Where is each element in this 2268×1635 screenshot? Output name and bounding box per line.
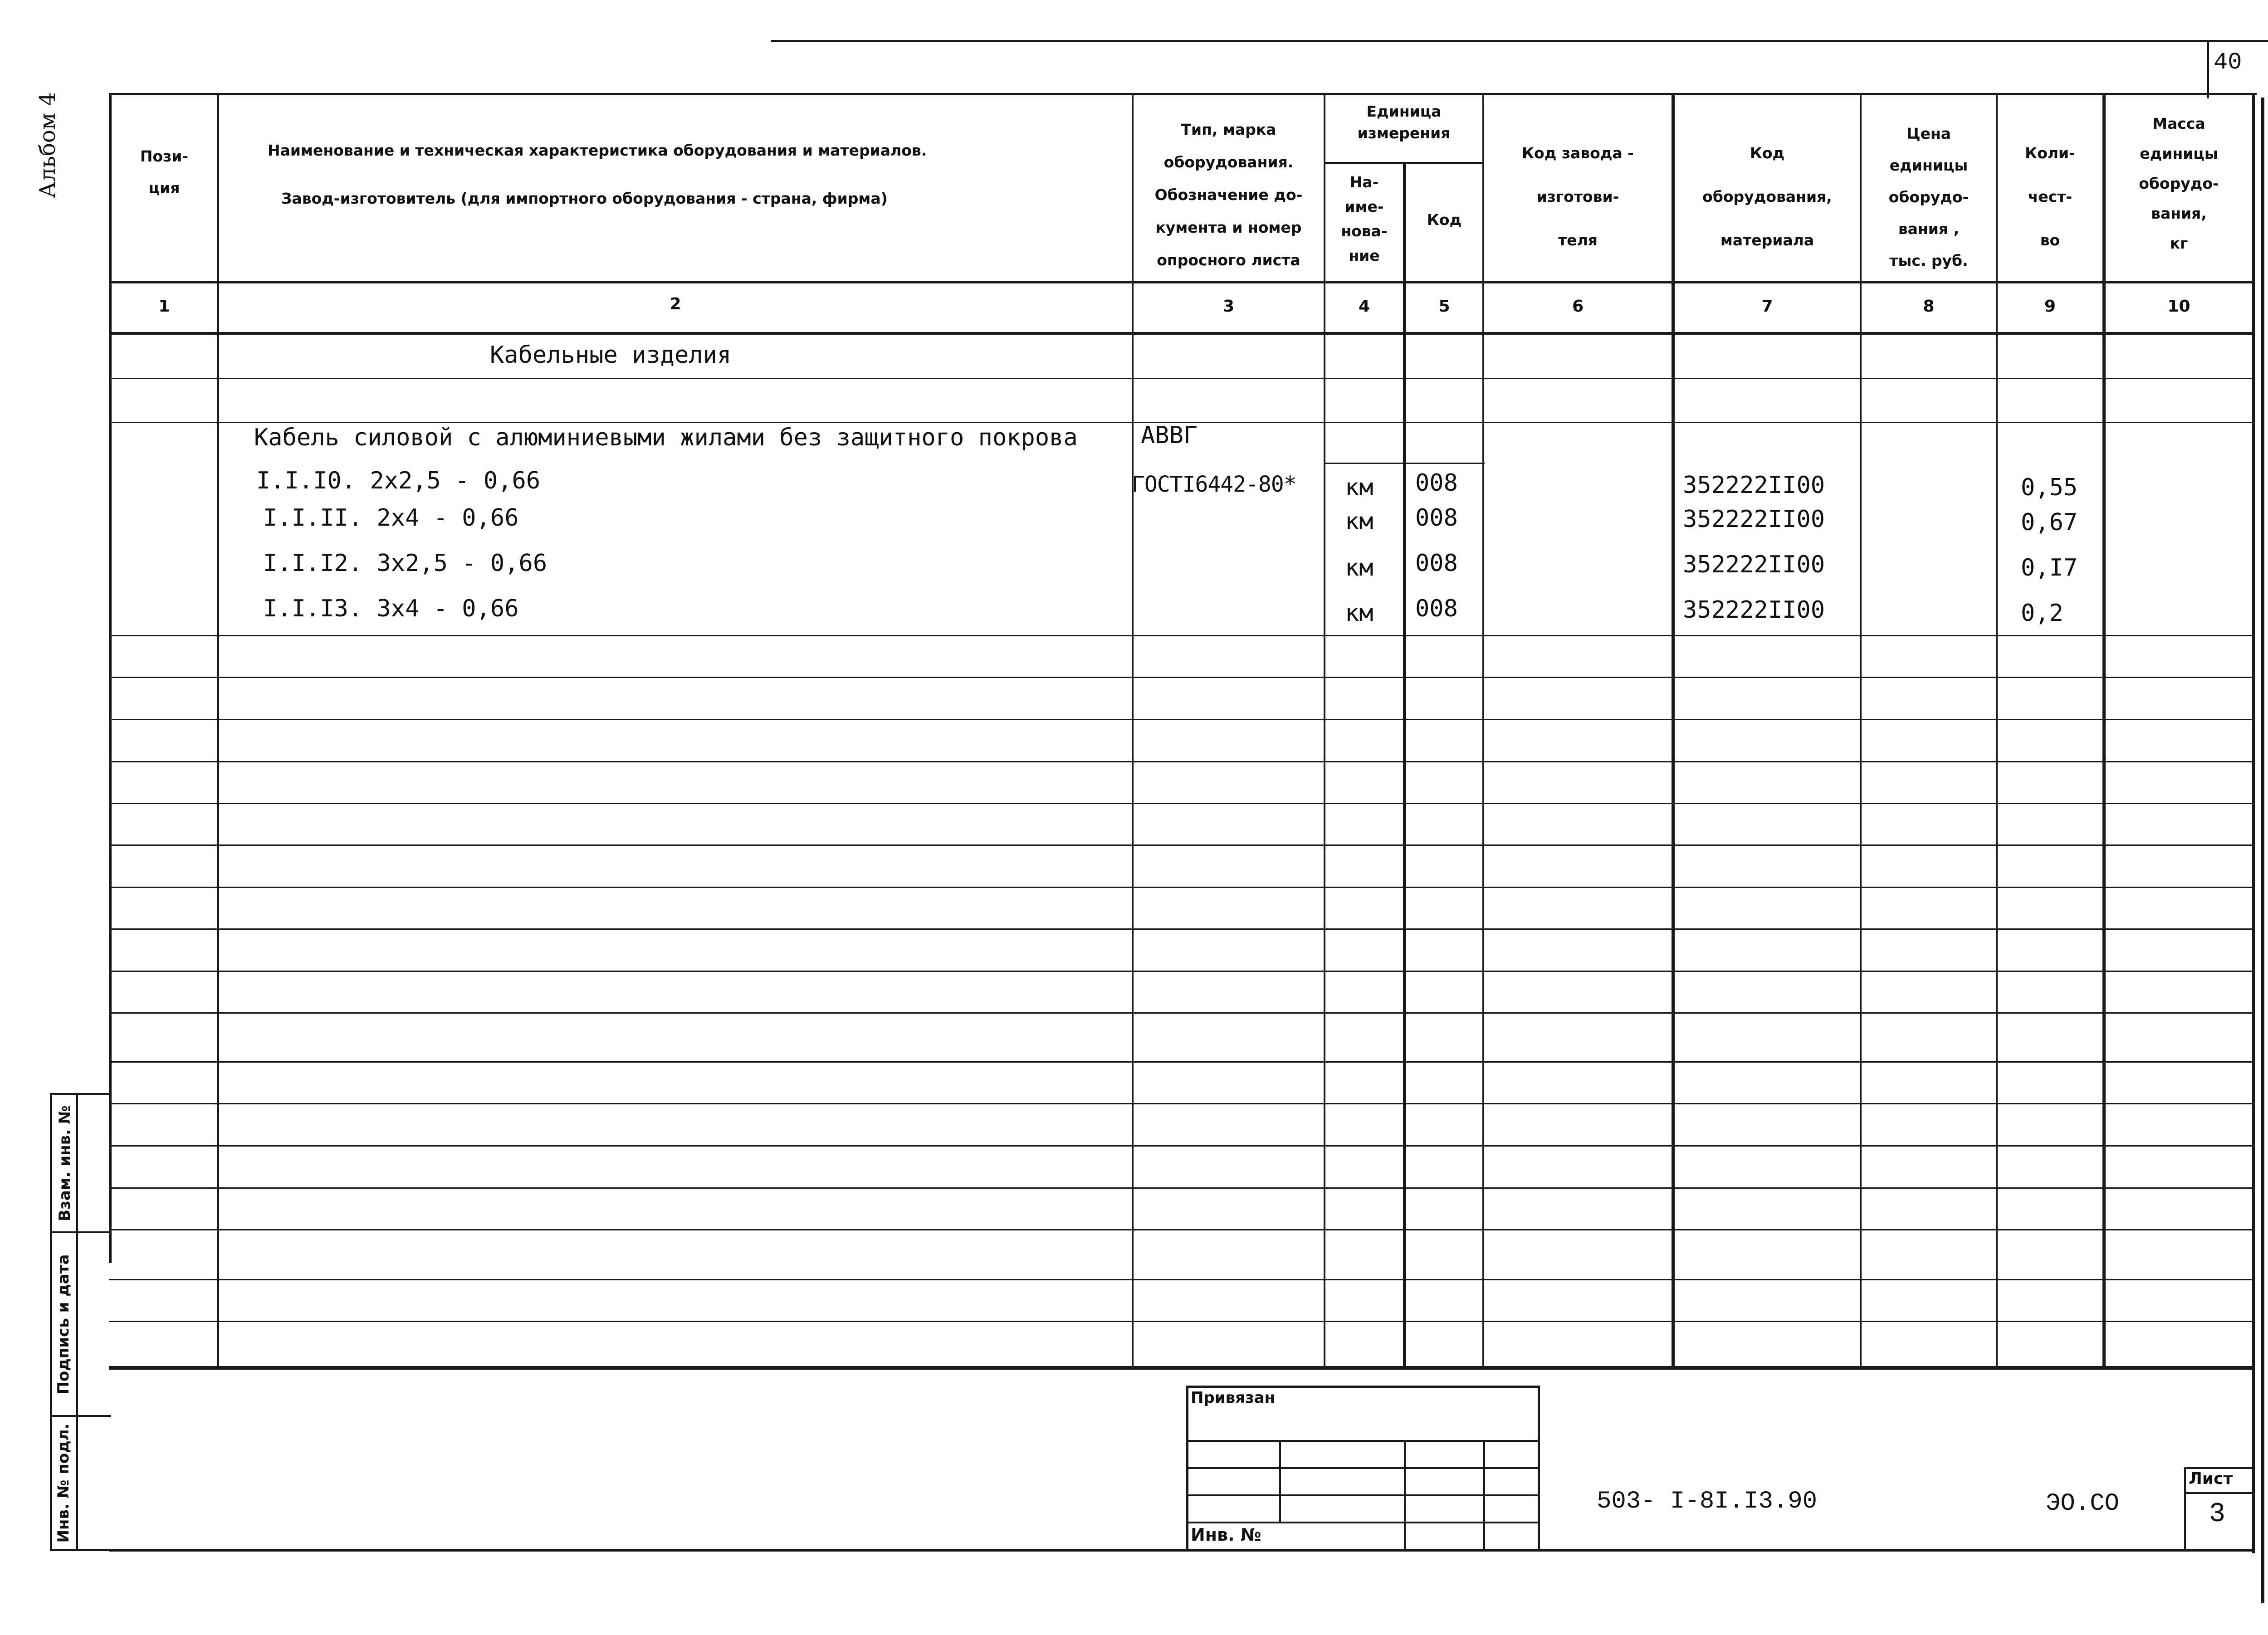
sheet-box-top <box>2184 1467 2254 1469</box>
row-4-unit: км <box>1345 600 1374 627</box>
header-unit-code: Код <box>1427 211 1462 229</box>
stamp-col-2 <box>1404 1440 1406 1551</box>
colnum-bottom-rule <box>109 332 2254 335</box>
row-line <box>109 1012 2254 1014</box>
row-1-material-code: 352222II00 <box>1683 472 1825 499</box>
right-edge-rule <box>2261 98 2264 1603</box>
col-line-7 <box>1860 93 1862 1370</box>
stamp-row-4 <box>1186 1522 1540 1523</box>
row-1-unit-code: 008 <box>1415 469 1458 497</box>
replace-inv-label: Взам. инв. № <box>56 1105 74 1221</box>
header-bottom-rule <box>109 281 2254 283</box>
row-1-qty: 0,55 <box>2021 474 2078 501</box>
row-1-unit: км <box>1345 474 1374 501</box>
row-line <box>109 1321 2254 1322</box>
body-bottom-rule <box>109 1366 2254 1370</box>
row-1-doc: ГОСТI6442-80* <box>1132 472 1296 497</box>
sheet-number: 3 <box>2209 1499 2226 1530</box>
table-border-left <box>109 93 112 1263</box>
header-unit-name: На- име- нова- ние <box>1341 173 1388 264</box>
col-line-5 <box>1482 93 1484 1370</box>
colnum-9: 9 <box>2044 297 2056 316</box>
col-line-3 <box>1324 93 1325 1370</box>
stamp-col-3 <box>1483 1440 1485 1551</box>
table-border-right <box>2252 93 2255 1553</box>
row-line <box>109 1279 2254 1280</box>
sign-date-label: Подпись и дата <box>54 1254 73 1395</box>
row-3-qty: 0,I7 <box>2021 554 2078 581</box>
group-title: Кабель силовой с алюминиевыми жилами без защитного покрова <box>254 424 1078 451</box>
row-line <box>109 635 2254 636</box>
sheet-box-left <box>2184 1467 2186 1551</box>
side-stamp-top <box>50 1093 111 1095</box>
group-type: АВВГ <box>1141 422 1198 449</box>
row-1-name: I.I.I0. 2х2,5 - 0,66 <box>256 467 541 494</box>
header-name-line2: Завод-изготовитель (для импортного оборудования - страна, фирма) <box>281 190 888 207</box>
row-line <box>109 719 2254 720</box>
colnum-8: 8 <box>1923 297 1935 316</box>
colnum-6: 6 <box>1572 297 1584 316</box>
col-line-2 <box>1132 93 1134 1370</box>
row-line <box>109 928 2254 930</box>
colnum-1: 1 <box>158 297 170 316</box>
header-quantity: Коли- чест- во <box>2025 144 2075 249</box>
row-4-material-code: 352222II00 <box>1683 596 1825 624</box>
header-position: Пози- ция <box>140 147 189 197</box>
row-line <box>109 378 2254 379</box>
document-code: 503- I-8I.I3.90 <box>1597 1488 1818 1515</box>
row-line <box>109 1061 2254 1063</box>
sheet-box-divider <box>2184 1492 2254 1494</box>
top-rule <box>771 40 2268 42</box>
page-number: 40 <box>2214 49 2242 76</box>
stamp-col-1 <box>1279 1440 1281 1522</box>
stamp-row-1 <box>1186 1440 1540 1442</box>
row-3-name: I.I.I2. 3х2,5 - 0,66 <box>263 550 547 577</box>
row-line <box>109 1187 2254 1189</box>
row-4-qty: 0,2 <box>2021 600 2063 627</box>
row-3-unit-code: 008 <box>1415 550 1458 577</box>
row-3-unit: км <box>1345 554 1374 581</box>
row-line <box>109 803 2254 804</box>
album-label: Альбом 4 <box>35 92 60 198</box>
colnum-5: 5 <box>1438 297 1450 316</box>
table-border-top <box>109 93 2257 95</box>
page-number-box-left <box>2207 42 2209 98</box>
sheet-code: ЭО.СО <box>2046 1490 2120 1518</box>
row-2-material-code: 352222II00 <box>1683 506 1825 533</box>
row-3-material-code: 352222II00 <box>1683 551 1825 578</box>
colnum-4: 4 <box>1358 297 1370 316</box>
colnum-3: 3 <box>1222 297 1235 316</box>
stamp-row-3 <box>1186 1494 1540 1496</box>
colnum-2: 2 <box>670 295 681 313</box>
row-line <box>1324 463 1485 464</box>
col-line-8 <box>1996 93 1998 1370</box>
col-line-9 <box>2102 93 2106 1370</box>
header-mass: Масса единицы оборудо- вания, кг <box>2139 115 2219 252</box>
side-stamp-sep-1 <box>50 1231 111 1233</box>
row-line <box>109 887 2254 888</box>
row-line <box>109 1103 2254 1104</box>
stamp-inv-label: Инв. № <box>1191 1525 1261 1545</box>
col-line-1 <box>217 93 219 1370</box>
header-material-code: Код оборудования, материала <box>1702 144 1832 249</box>
row-line <box>109 844 2254 846</box>
row-2-unit-code: 008 <box>1415 504 1458 532</box>
stamp-bound-label: Привязан <box>1191 1389 1276 1407</box>
header-type-mark: Тип, марка оборудования. Обозначение до- кумента и номер опросного листа <box>1154 121 1303 269</box>
row-line <box>109 761 2254 762</box>
orig-inv-label: Инв. № подл. <box>54 1423 73 1543</box>
row-4-name: I.I.I3. 3х4 - 0,66 <box>263 595 519 622</box>
row-line <box>109 1229 2254 1230</box>
colnum-10: 10 <box>2167 297 2190 316</box>
row-2-name: I.I.II. 2х4 - 0,66 <box>263 504 519 532</box>
row-2-unit: км <box>1345 508 1374 535</box>
row-2-qty: 0,67 <box>2021 509 2078 536</box>
colnum-7: 7 <box>1761 297 1773 316</box>
stamp-top <box>1186 1386 1540 1388</box>
row-line <box>109 971 2254 972</box>
sheet-label: Лист <box>2189 1469 2233 1488</box>
row-4-unit-code: 008 <box>1415 595 1458 622</box>
header-factory-code: Код завода - изготови- теля <box>1522 144 1634 249</box>
table-border-bottom <box>109 1549 2254 1552</box>
row-line <box>109 1145 2254 1147</box>
header-price: Цена единицы оборудо- вания , тыс. руб. <box>1888 125 1969 269</box>
header-unit-group: Единица измерения <box>1357 102 1451 142</box>
side-stamp-divider <box>76 1093 78 1551</box>
stamp-row-2 <box>1186 1467 1540 1469</box>
section-title: Кабельные изделия <box>490 342 732 369</box>
row-line <box>109 677 2254 678</box>
header-name-line1: Наименование и техническая характеристика оборудования и материалов. <box>268 142 927 159</box>
col-line-6 <box>1672 93 1675 1370</box>
